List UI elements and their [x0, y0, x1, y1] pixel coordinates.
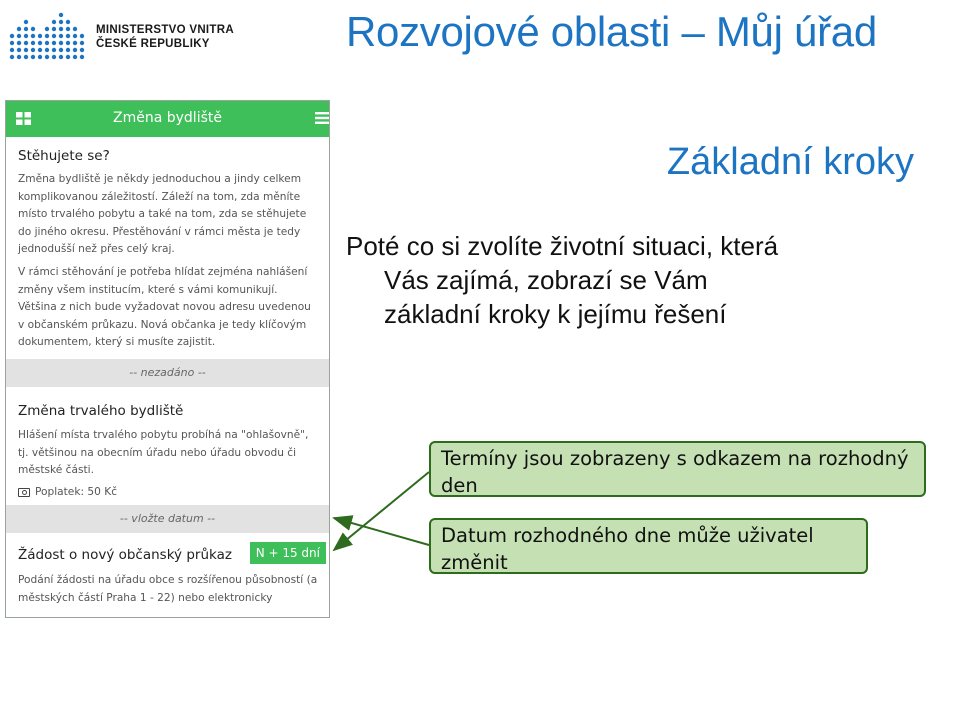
- section-moving-title: Stěhujete se?: [18, 148, 110, 164]
- description-line3: základní kroky k jejímu řešení: [384, 299, 727, 329]
- section-residence-title[interactable]: Změna trvalého bydliště: [18, 403, 184, 419]
- section-id-card-paragraph: Podání žádosti na úřadu obce s rozšířenou působností (a městských částí Praha 1 - 22) nebo elektronicky: [18, 574, 318, 604]
- fee-text: Poplatek: 50 Kč: [35, 486, 118, 498]
- description-text: [346, 229, 906, 331]
- callout-deadlines: Termíny jsou zobrazeny s odkazem na rozhodný den: [429, 441, 926, 497]
- banknote-icon: [18, 488, 30, 497]
- ministry-logo: [8, 6, 88, 64]
- description-line1: Poté co si zvolíte životní situaci, která: [346, 231, 779, 261]
- menu-icon[interactable]: [315, 111, 329, 125]
- section-residence-paragraph: Hlášení místa trvalého pobytu probíhá na "ohlašovně", tj. většinou na obecním úřadu nebo úřadu obvodu či městské části.: [18, 429, 309, 477]
- date-input-field[interactable]: -- vložte datum --: [6, 505, 329, 533]
- arrow-to-badge: [334, 472, 429, 550]
- ministry-name-line2: ČESKÉ REPUBLIKY: [96, 38, 210, 50]
- description-line2: Vás zajímá, zobrazí se Vám: [384, 265, 708, 295]
- section-id-card-title[interactable]: Žádost o nový občanský průkaz: [18, 547, 232, 563]
- slide-title: Rozvojové oblasti – Můj úřad: [346, 8, 877, 55]
- date-field-not-set[interactable]: -- nezadáno --: [6, 359, 329, 387]
- app-bar-title: Změna bydliště: [113, 110, 222, 126]
- section-moving-paragraph1: Změna bydliště je někdy jednoduchou a jindy celkem komplikovanou záležitostí. Záleží na tom, zda měníte místo trvalého pobytu a také na tom, zda se stěhujete do jiného okresu. Přestěhování v rámci města je tedy jednodušší než přes celý kraj.: [18, 173, 307, 256]
- section-moving-paragraph2: V rámci stěhování je potřeba hlídat zejména nahlášení změny všem institucím, které s vámi komunikují. Většina z nich bude vyžadovat novou adresu uvedenou v občanském průkazu. Nová občanka je tedy klíčovým dokumentem, který si musíte zajistit.: [18, 266, 311, 349]
- arrow-to-date-field: [334, 518, 429, 545]
- mobile-app-screenshot: [5, 100, 330, 618]
- app-top-bar: [6, 101, 329, 137]
- deadline-badge: N + 15 dní: [250, 542, 326, 564]
- subheading: Základní kroky: [666, 141, 914, 183]
- callout-date-change: Datum rozhodného dne může uživatel změnit: [429, 518, 868, 574]
- fee-row: [18, 486, 117, 498]
- ministry-name-line1: MINISTERSTVO VNITRA: [96, 24, 234, 36]
- ministry-name: [96, 23, 234, 51]
